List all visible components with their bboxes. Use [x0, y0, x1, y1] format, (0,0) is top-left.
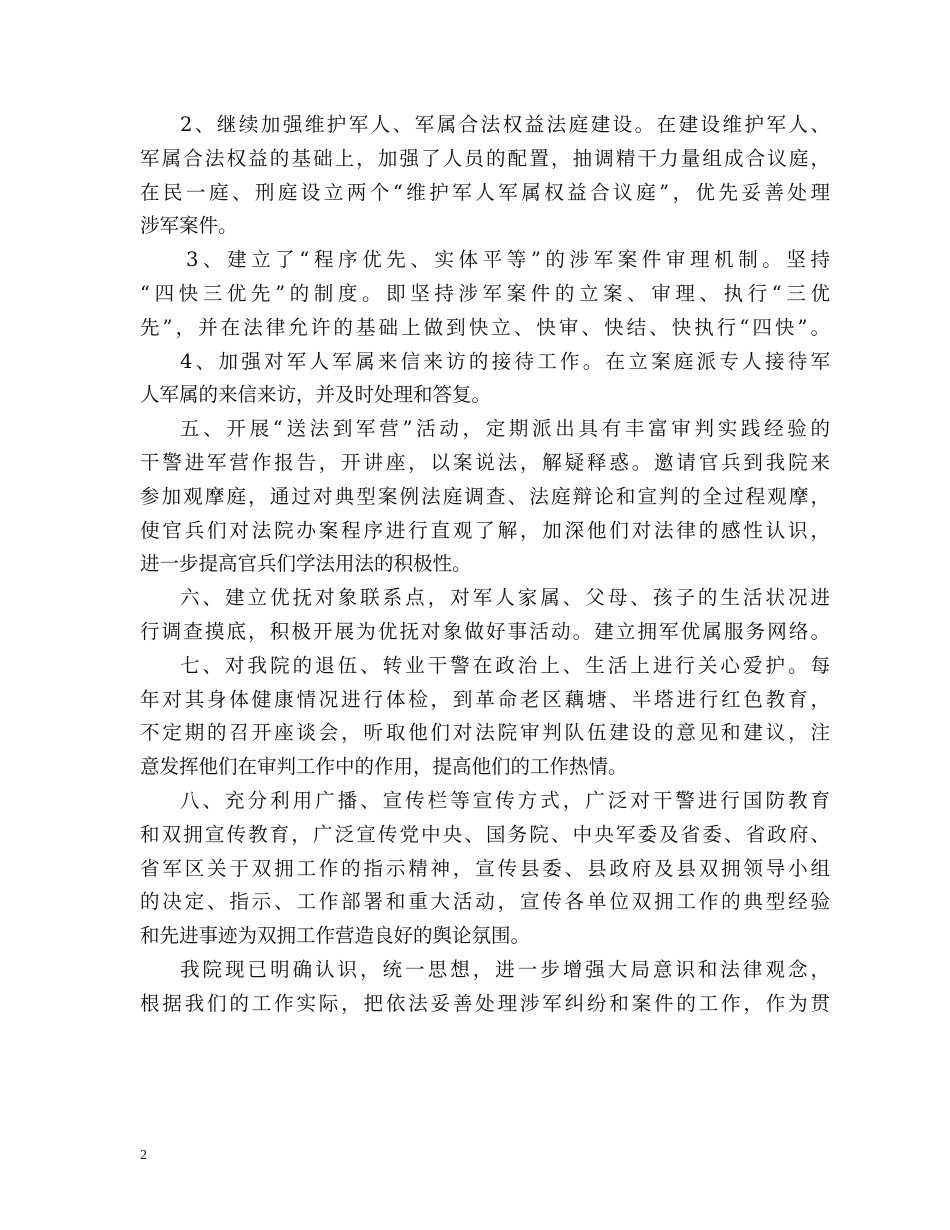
- paragraph-line: 行调查摸底，积极开展为优抚对象做好事活动。建立拥军优属服务网络。: [140, 619, 830, 643]
- document-body: [140, 108, 830, 1021]
- paragraph-line: 年对其身体健康情况进行体检，到革命老区藕塘、半塔进行红色教育，: [140, 687, 830, 711]
- paragraph-line: 参加观摩庭，通过对典型案例法庭调查、法庭辩论和宣判的全过程观摩，: [140, 484, 830, 508]
- paragraph-line: 的决定、指示、工作部署和重大活动，宣传各单位双拥工作的典型经验: [140, 890, 830, 914]
- paragraph-line: 和双拥宣传教育，广泛宣传党中央、国务院、中央军委及省委、省政府、: [140, 822, 830, 846]
- paragraph-line: 干警进军营作报告，开讲座，以案说法，解疑释惑。邀请官兵到我院来: [140, 450, 830, 474]
- paragraph-line: 和先进事迹为双拥工作营造良好的舆论氛围。: [140, 924, 531, 948]
- paragraph-line: 使官兵们对法院办案程序进行直观了解，加深他们对法律的感性认识，: [140, 518, 830, 542]
- paragraph-line: 4、加强对军人军属来信来访的接待工作。在立案庭派专人接待军: [180, 349, 830, 373]
- paragraph-line: 2、继续加强维护军人、军属合法权益法庭建设。在建设维护军人、: [180, 113, 830, 136]
- paragraph-line: 意发挥他们在审判工作中的作用，提高他们的工作热情。: [140, 755, 628, 779]
- paragraph-line: 五、开展“送法到军营”活动，定期派出具有丰富审判实践经验的: [180, 417, 830, 441]
- paragraph-line: 七、对我院的退伍、转业干警在政治上、生活上进行关心爱护。每: [180, 653, 830, 677]
- paragraph-line: 在民一庭、刑庭设立两个“维护军人军属权益合议庭”，优先妥善处理: [140, 180, 830, 204]
- paragraph-line: 军属合法权益的基础上，加强了人员的配置，抽调精干力量组成合议庭，: [140, 146, 830, 170]
- paragraph-line: “四快三优先”的制度。即坚持涉军案件的立案、审理、执行“三优: [140, 281, 830, 305]
- paragraph-line: 八、充分利用广播、宣传栏等宣传方式，广泛对干警进行国防教育: [180, 788, 830, 812]
- page-number: 2: [140, 1148, 147, 1163]
- paragraph-line: 3、建立了“程序优先、实体平等”的涉军案件审理机制。坚持: [186, 248, 830, 272]
- paragraph-line: 省军区关于双拥工作的指示精神，宣传县委、县政府及县双拥领导小组: [140, 856, 830, 880]
- paragraph-line: 不定期的召开座谈会，听取他们对法院审判队伍建设的意见和建议，注: [140, 721, 830, 745]
- paragraph-line: 进一步提高官兵们学法用法的积极性。: [140, 552, 472, 576]
- paragraph-line: 先”，并在法律允许的基础上做到快立、快审、快结、快执行“四快”。: [140, 315, 830, 339]
- paragraph-line: 我院现已明确认识，统一思想，进一步增强大局意识和法律观念，: [180, 957, 830, 981]
- paragraph-line: 根据我们的工作实际，把依法妥善处理涉军纠纷和案件的工作，作为贯: [140, 991, 830, 1015]
- paragraph-line: 六、建立优抚对象联系点，对军人家属、父母、孩子的生活状况进: [180, 586, 830, 610]
- paragraph-line: 涉军案件。: [140, 214, 238, 238]
- paragraph-line: 人军属的来信来访，并及时处理和答复。: [140, 383, 492, 407]
